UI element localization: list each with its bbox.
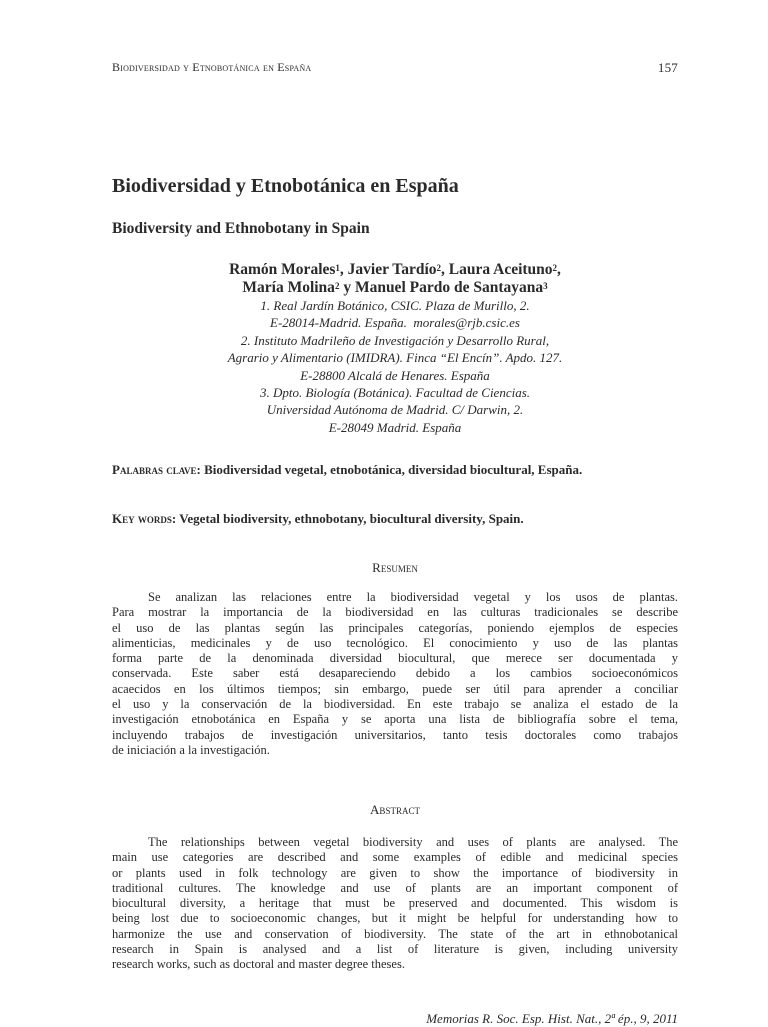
resumen-line: investigación etnobotánica en España y se aporta una lista de bibliografía sobre el tema, — [112, 712, 678, 727]
affiliation-line: 1. Real Jardín Botánico, CSIC. Plaza de Murillo, 2. — [260, 298, 530, 313]
resumen-line: acaecidos en los últimos tiempos; sin embargo, puede ser útil para aprender a conciliar — [112, 681, 678, 696]
running-head-title: Biodiversidad y Etnobotánica en España — [112, 60, 312, 74]
resumen-heading: Resumen — [372, 560, 418, 575]
author-separator: , — [557, 261, 561, 278]
abstract-body — [112, 835, 678, 973]
author-affiliation-mark: 2 — [552, 263, 558, 273]
resumen-line: alimenticias, medicinales y de uso tecnológico. El conocimiento y uso de las plantas — [112, 635, 678, 650]
affiliation-line: 2. Instituto Madrileño de Investigación y Desarrollo Rural, — [240, 332, 550, 348]
affiliation-line: 3. Dpto. Biología (Botánica). Facultad de Ciencias. — [259, 385, 531, 401]
author-name: Javier Tardío — [347, 261, 437, 278]
journal-footer: Memorias R. Soc. Esp. Hist. Nat., 2ª ép., 9, 2011 — [426, 1011, 678, 1026]
page-number: 157 — [657, 60, 678, 75]
resumen-line: de iniciación a la investigación. — [112, 742, 270, 757]
keywords-spanish-text: Biodiversidad vegetal, etnobotánica, diversidad biocultural, España. — [204, 462, 583, 477]
abstract-line: research works, such as doctoral and master degree theses. — [112, 957, 405, 972]
author-name: Manuel Pardo de Santayana — [354, 279, 544, 296]
resumen-line: forma parte de la denominada diversidad biocultural, que merece ser documentada y — [112, 651, 678, 666]
author-line — [112, 261, 678, 279]
author-name: Laura Aceituno — [448, 261, 553, 278]
resumen-line: el uso y la conservación de la biodiversidad. En este trabajo se analiza el estado de la — [112, 697, 678, 712]
affiliation-line: E-28800 Alcalá de Henares. España — [300, 367, 490, 383]
author-affiliation-mark: 1 — [335, 263, 340, 273]
resumen-body — [112, 590, 678, 758]
author-name: María Molina — [242, 279, 335, 296]
author-separator: y — [339, 279, 355, 296]
abstract-line: main use categories are described and some examples of edible and medicinal species — [112, 850, 678, 865]
article-title: Biodiversidad y Etnobotánica en España — [112, 175, 459, 197]
affiliation-line: Universidad Autónoma de Madrid. C/ Darwin, 2. — [266, 402, 524, 418]
abstract-line: The relationships between vegetal biodiversity and uses of plants are analysed. The — [148, 835, 678, 849]
resumen-line: Se analizan las relaciones entre la biodiversidad vegetal y los usos de plantas. — [148, 590, 678, 604]
affiliation-line: E-28014-Madrid. España. morales@rjb.csic.es — [270, 315, 520, 331]
resumen-line: el uso de las plantas según las principales categorías, poniendo ejemplos de especies — [112, 620, 678, 635]
author-separator: , — [339, 261, 348, 278]
author-list — [112, 261, 678, 297]
resumen-line: incluyendo trabajos de investigación universitarios, tanto tesis doctorales como trabajos — [112, 727, 678, 742]
abstract-line: or plants used in folk technology are given to show the importance of biodiversity in — [112, 865, 678, 880]
affiliation-line: Agrario y Alimentario (IMIDRA). Finca “El Encín”. Apdo. 127. — [227, 350, 563, 366]
abstract-line: biocultural diversity, a heritage that must be preserved and documented. This wisdom is — [112, 896, 678, 911]
author-affiliation-mark: 2 — [436, 263, 442, 273]
author-name: Ramón Morales — [229, 261, 336, 278]
affiliation-line: E-28049 Madrid. España — [328, 419, 462, 435]
keywords-english-label: Key words: — [112, 511, 177, 526]
abstract-line: harmonize the use and conservation of biodiversity. The state of the art in ethnobotanical — [112, 926, 678, 941]
author-separator: , — [441, 261, 449, 278]
keywords-spanish-label: Palabras clave: — [112, 462, 201, 477]
paper-page — [112, 0, 678, 1024]
keywords-spanish — [112, 461, 678, 478]
abstract-line: being lost due to socioeconomic changes, but it might be helpful for understanding how to — [112, 911, 678, 926]
keywords-english — [112, 510, 678, 527]
author-line — [112, 279, 678, 297]
abstract-heading: Abstract — [370, 802, 420, 817]
author-affiliation-mark: 2 — [334, 281, 340, 291]
running-head — [112, 60, 678, 78]
affiliations — [112, 297, 678, 436]
article-subtitle: Biodiversity and Ethnobotany in Spain — [112, 220, 370, 237]
abstract-line: research in Spain is analysed and a list of literature is given, including university — [112, 942, 678, 957]
author-affiliation-mark: 3 — [543, 281, 548, 291]
resumen-line: Para mostrar la importancia de la biodiversidad en las culturas tradicionales se describe — [112, 605, 678, 620]
abstract-line: traditional cultures. The knowledge and use of plants are an important component of — [112, 880, 678, 895]
keywords-english-text: Vegetal biodiversity, ethnobotany, biocultural diversity, Spain. — [179, 511, 524, 526]
resumen-line: conservada. Este saber está desapareciendo debido a los cambios socioeconómicos — [112, 666, 678, 681]
